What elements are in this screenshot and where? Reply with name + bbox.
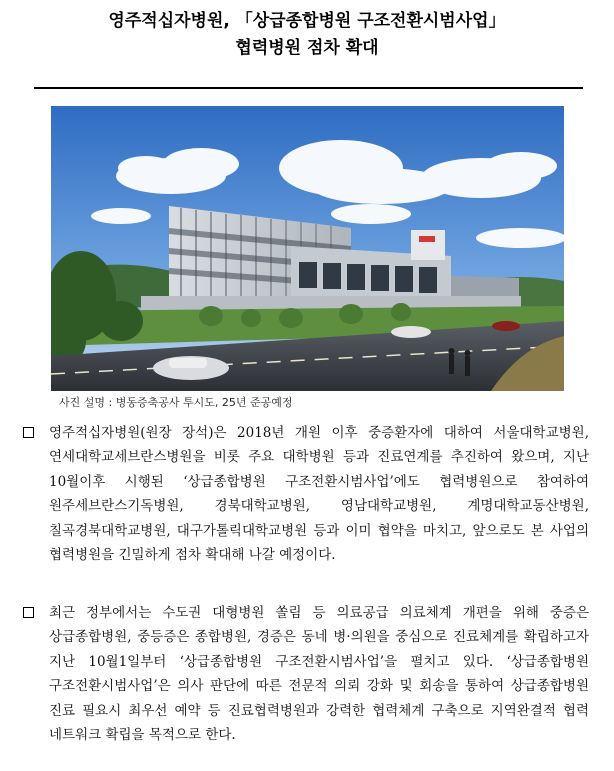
photo-caption: 사진 설명 : 병동증축공사 투시도, 25년 준공예정 — [59, 396, 293, 409]
paragraph-text: 영주적십자병원(원장 장석)은 2018년 개원 이후 중증환자에 대하여 서울대학교병원, 연세대학교세브란스병원을 비롯 주요 대학병원 등과 진료연계를 추진하여 왔으며, 지난 10월이후 시행된 ‘상급종합병원 구조전환시범사업’에도 협력병원으로 참여하여 원주세브란스기독병원, 경북대학교병원, 영남대학교병원, 계명대학교동산병원, 칠곡경북대학교병원, 대구가톨릭대학교병원 등과 이미 협약을 마치고, 앞으로도 본 사업의 협력병원을 긴밀하게 점차 확대해 나갈 예정이다. — [49, 425, 589, 564]
paragraph-text: 최근 정부에서는 수도권 대형병원 쏠림 등 의료공급 의료체계 개편을 위해 중증은 상급종합병원, 중등증은 종합병원, 경증은 동네 병·의원을 중심으로 진료체계를 확립하고자 지난 10월1일부터 ‘상급종합병원 구조전환시범사업’을 펼치고 있다. ‘상급종합병원 구조전환시범사업’은 의사 판단에 따른 전문적 의뢰 강화 및 회송을 통하여 상급종합병원 진료 필요시 최우선 예약 등 진료협력병원과 강력한 협력체계 구축으로 지역완결적 협력 네트워크 확립을 목적으로 한다. — [49, 605, 589, 744]
title-divider — [34, 87, 583, 89]
headline — [0, 8, 614, 62]
headline-line-2: 협력병원 점차 확대 — [235, 38, 379, 58]
checkbox-bullet-icon — [23, 427, 34, 438]
checkbox-bullet-icon — [23, 607, 34, 618]
hospital-rendering-photo — [51, 106, 564, 391]
headline-line-1: 영주적십자병원, 「상급종합병원 구조전환시범사업」 — [108, 11, 506, 31]
